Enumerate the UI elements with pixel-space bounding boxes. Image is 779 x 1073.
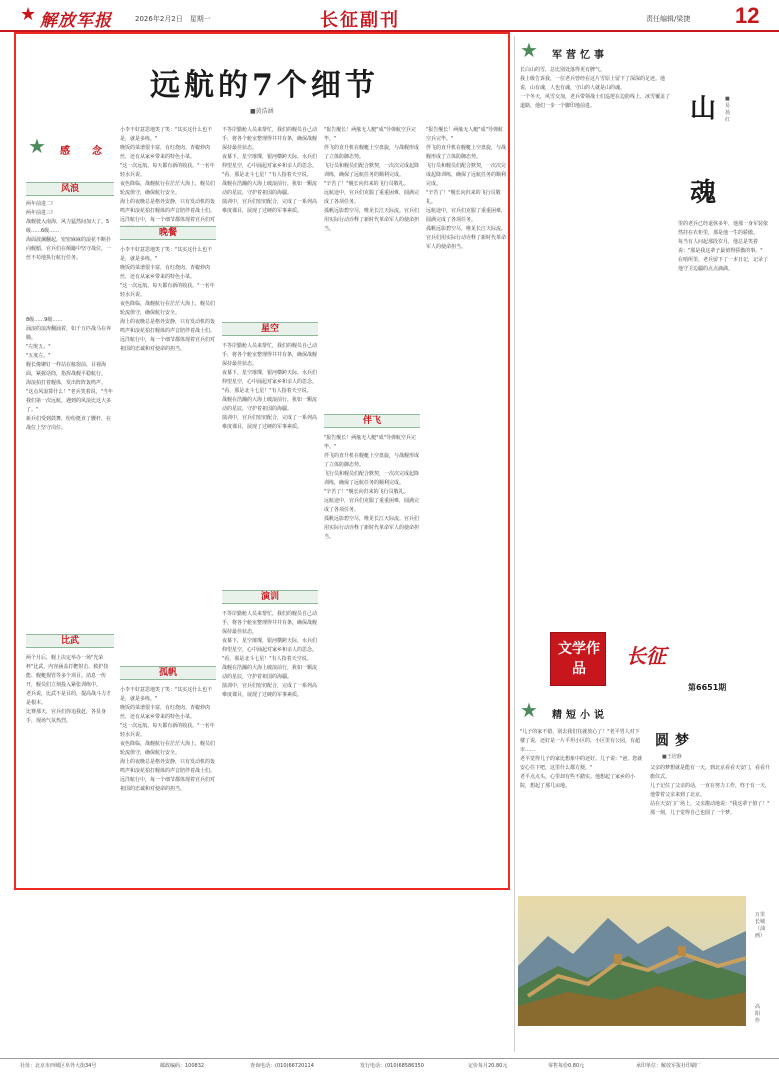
great-wall-painting xyxy=(518,896,746,1026)
editor-credit: 责任编辑/梁捷 xyxy=(646,15,691,23)
masthead xyxy=(0,0,779,32)
page-number: 12 xyxy=(735,3,760,28)
footer xyxy=(0,1058,779,1073)
subhead-drill: 演训 xyxy=(222,590,318,604)
story-title-yuanmeng: 圆梦 xyxy=(655,733,695,749)
col5-text: "报告舰长！两舷无人艇"成"导弹航空兵完毕。" 伴飞的直升机在舰艇上空盘旋，与战舰形成了立体防御态势。 飞行员和舰员们配合默契，一次次完成起降训练，确保了远航任务的顺利完成。 "辛苦了！"舰长向归来的飞行员敬礼。 远航途中，官兵们克服了重重困难，圆满完成了各项任务。 孤帆远影碧空尽，唯见长江天际流。官兵们用实际行动诠释了新时代革命军人的使命担当。 xyxy=(426,127,506,250)
subhead-lonely: 孤帆 xyxy=(120,666,216,680)
footer-address: 社址：北京市西城区阜外大街34号 xyxy=(20,1063,97,1069)
col2-mid-text: 小李不好意思地笑了笑："其实这什么也不是，就是多练。" 晚饭的菜谱很丰富，有红烧肉、青椒炒肉丝，还有从家乡带来的特色小菜。 "这一次远航，每天都有新的收获。"一名年轻水兵说。 夜色降临，战舰航行在茫茫大海上，舰员们轮流值守，确保航行安全。 海上的夜晚总是格外安静，只有发动机的轰鸣声和浪花拍打舰体的声音陪伴着战士们。 远洋航行中，每一个细节都体现着官兵们对祖国的忠诚和对使命的担当。 xyxy=(120,247,216,352)
col2-bottom-text: 小李不好意思地笑了笑："其实这什么也不是，就是多练。" 晚饭的菜谱很丰富，有红烧肉、青椒炒肉丝，还有从家乡带来的特色小菜。 "这一次远航，每天都有新的收获。"一名年轻水兵说。 夜色降临，战舰航行在茫茫大海上，舰员们轮流值守，确保航行安全。 海上的夜晚总是格外安静，只有发动机的轰鸣声和浪花拍打舰体的声音陪伴着战士们。 远洋航行中，每一个细节都体现着官兵们对祖国的忠诚和对使命的担当。 xyxy=(120,687,216,792)
section-title: 长征副刊 xyxy=(320,10,400,31)
recollect-heading: 军营忆事 xyxy=(552,50,608,61)
subhead-companion: 伴飞 xyxy=(324,414,420,428)
novel-text-1: "儿子的家不错，别去我们住就放心了！"老平男人对下楼了说，还好是一片平坦小区的，小区里有公园，有超市…… 老平觉得儿子的家比想象中的还好。儿子说："爸，您就安心住下吧，这里什么都方便。" 老平点点头，心里却有些不踏实。他想起了家乡的小院，想起了那几亩地。 xyxy=(520,729,643,789)
footer-printer: 承印单位：解放军报社印刷厂 xyxy=(636,1063,702,1069)
footer-price: 定价每月20.80元 xyxy=(468,1063,508,1069)
col4-bottom-text: "报告舰长！两舷无人艇"成"导弹航空兵完毕。" 伴飞的直升机在舰艇上空盘旋，与战舰形成了立体防御态势。 飞行员和舰员们配合默契，一次次完成起降训练，确保了远航任务的顺利完成。 "辛苦了！"舰长向归来的飞行员敬礼。 远航途中，官兵们克服了重重困难，圆满完成了各项任务。 孤帆远影碧空尽，唯见长江天际流。官兵们用实际行动诠释了新时代革命军人的使命担当。 xyxy=(324,435,420,540)
star-icon: ★ xyxy=(28,134,46,158)
col3-bottom-text: 不等岸勤舱人员来帮忙，我们的舰员自己动手，将各个舱室整理得井井有条，确保战舰保持最佳状态。 夜幕下，星空璀璨，银河横跨天际，水兵们仰望星空，心中涌起对家乡和亲人的思念。 "看，那是北斗七星！"有人指着天空说。 战舰在浩瀚的大海上破浪前行，犹如一颗流动的星辰，守护着祖国的海疆。 演训中，官兵们密切配合，完成了一系列高难度课目，展现了过硬的军事素质。 xyxy=(222,611,318,698)
newspaper-logo: 解放军报 xyxy=(40,11,112,31)
issue-date: 2026年2月2日 星期一 xyxy=(135,15,211,23)
article-byline: ■黄浩涵 xyxy=(250,108,274,115)
novel-text-2: 父亲的梦想就是能有一天，到北京看看天安门，看看升旗仪式。 儿子记住了父亲的话，一直在努力工作，终于有一天，他带着父亲来到了北京。 站在天安门广场上，父亲激动地说："我这辈子值了！" 那一刻，儿子觉得自己也圆了一个梦。 xyxy=(650,765,770,816)
literature-badge-label: 文学作品 xyxy=(558,641,600,677)
sidebar-text-2: 里的老兵已经退休多年，他那一身军装依然挂在衣柜里，那是他一生的骄傲。 每当有人问起那段岁月，他总是笑着说："那是我这辈子最值得骄傲的事。" 在哨所里，老兵留下了一本日记，记录了他守卫边疆的点点滴滴。 xyxy=(678,221,769,272)
issue-number: 第6651期 xyxy=(688,683,727,692)
subhead-dusk: 晚餐 xyxy=(120,226,216,240)
sidebar-text-1: 长白山的雪，总比别处落得更有脾气。 我上级告诉我，一位老兵曾经在这片雪原上留下了深深的足迹。他说，山有魂，人也有魂，守山的人就是山的魂。 一个冬天，风雪交加，老兵带领战士们巡逻在边防线上，冰雪覆盖了道路，他们一步一个脚印地前进。 xyxy=(520,67,670,109)
star-icon: ★ xyxy=(520,698,538,722)
title-char-shan: 山 xyxy=(690,94,717,124)
section-tag-gannian: 感 念 xyxy=(60,146,108,157)
novel-heading: 精短小说 xyxy=(552,710,608,721)
footer-retail: 零售每份0.80元 xyxy=(548,1063,585,1069)
subhead-starry: 星空 xyxy=(222,322,318,336)
article-title: 远航的7个细节 xyxy=(150,68,379,103)
col2-top-text: 小李不好意思地笑了笑："其实这什么也不是，就是多练。" 晚饭的菜谱很丰富，有红烧肉、青椒炒肉丝，还有从家乡带来的特色小菜。 "这一次远航，每天都有新的收获。"一名年轻水兵说。 夜色降临，战舰航行在茫茫大海上，舰员们轮流值守，确保航行安全。 海上的夜晚总是格外安静，只有发动机的轰鸣声和浪花拍打舰体的声音陪伴着战士们。 远洋航行中，每一个细节都体现着官兵们对 xyxy=(120,127,216,223)
painting-caption: 万里长城（油画） xyxy=(755,912,766,939)
painting-author: 高 阳 作 xyxy=(755,1004,766,1024)
subhead-wave: 风浪 xyxy=(26,182,114,196)
col4-top-text: "报告舰长！两舷无人艇"成"导弹航空兵完毕。" 伴飞的直升机在舰艇上空盘旋，与战舰形成了立体防御态势。 飞行员和舰员们配合默契，一次次完成起降训练，确保了远航任务的顺利完成。 "辛苦了！"舰长向归来的飞行员敬礼。 远航途中，官兵们克服了重重困难，圆满完成了各项任务。 孤帆远影碧空尽，唯见长江天际流。官兵们用实际行动诠释了新时代革命军人的使命担当。 xyxy=(324,127,420,232)
footer-phone: 查询电话：(010)66720114 xyxy=(250,1063,314,1069)
col1-top-text: 两年前进二! 两年前进三! 战舰驶入南海，风力猛然间加大了。5级……6级…… 海面波澜翻起，密密麻麻的浪花不断扑向舰艏，官兵们在颠簸中坚守战位，一丝不苟地执行航行任务。 xyxy=(26,201,112,261)
changzheng-signature: 长征 xyxy=(626,644,666,668)
title-char-hun: 魂 xyxy=(690,178,717,208)
col3-top-text: 不等岸勤舱人员来帮忙，我们的舰员自己动手，将各个舱室整理得井井有条，确保战舰保持最佳状态。 夜幕下，星空璀璨，银河横跨天际，水兵们仰望星空，心中涌起对家乡和亲人的思念。 "看，那是北斗七星！"有人指着天空说。 战舰在浩瀚的大海上破浪前行，犹如一颗流动的星辰，守护着祖国的海疆。 演训中，官兵们密切配合，完成了一系列高难度课目，展现了过硬的军事素质。 xyxy=(222,127,318,214)
star-icon: ★ xyxy=(520,38,538,62)
col3-mid-text: 不等岸勤舱人员来帮忙，我们的舰员自己动手，将各个舱室整理得井井有条，确保战舰保持最佳状态。 夜幕下，星空璀璨，银河横跨天际，水兵们仰望星空，心中涌起对家乡和亲人的思念。 "看，那是北斗七星！"有人指着天空说。 战舰在浩瀚的大海上破浪前行，犹如一颗流动的星辰，守护着祖国的海疆。 演训中，官兵们密切配合，完成了一系列高难度课目，展现了过硬的军事素质。 xyxy=(222,343,318,430)
sidebar-author: ■易 扬红 xyxy=(725,96,736,123)
footer-distribution: 发行电话：(010)68586350 xyxy=(360,1063,424,1069)
literature-badge xyxy=(550,632,606,686)
star-icon: ★ xyxy=(20,4,37,25)
col1-mid-text: 8级……9级…… 涌浪的浪涛翻涌着，如千万匹战马在奔腾。 "左舵五。" "五度左。" 舰长像铆钉一样站在舷窗前，目视海面，紧握话筒，指挥战舰平稳航行。 海浪拍打着舰体，发出阵阵轰鸣声。 "这点风浪算什么！"老兵笑着说，"当年我们第一次远航，遇到的风浪比这大多了。" 新兵们受到鼓舞，纷纷挺直了腰杆，在战位上坚守岗位。 xyxy=(26,317,113,431)
footer-postcode: 邮政编码：100832 xyxy=(160,1063,205,1069)
column-divider xyxy=(514,36,515,1052)
col1-bottom-text: 两个月后，舰上决定举办一场"光荣杯"比武，内容涵盖打靶射击、救护技能、舰艇损管等多个项目。消息一传开，舰员们立刻投入紧张训练中。 老兵说，比武不是目的，提高战斗力才是根本。 比赛那天，官兵们你追我赶，各显身手，现场气氛热烈。 xyxy=(26,655,112,724)
subhead-contest: 比武 xyxy=(26,634,114,648)
story-author: ■王培静 xyxy=(662,754,682,760)
